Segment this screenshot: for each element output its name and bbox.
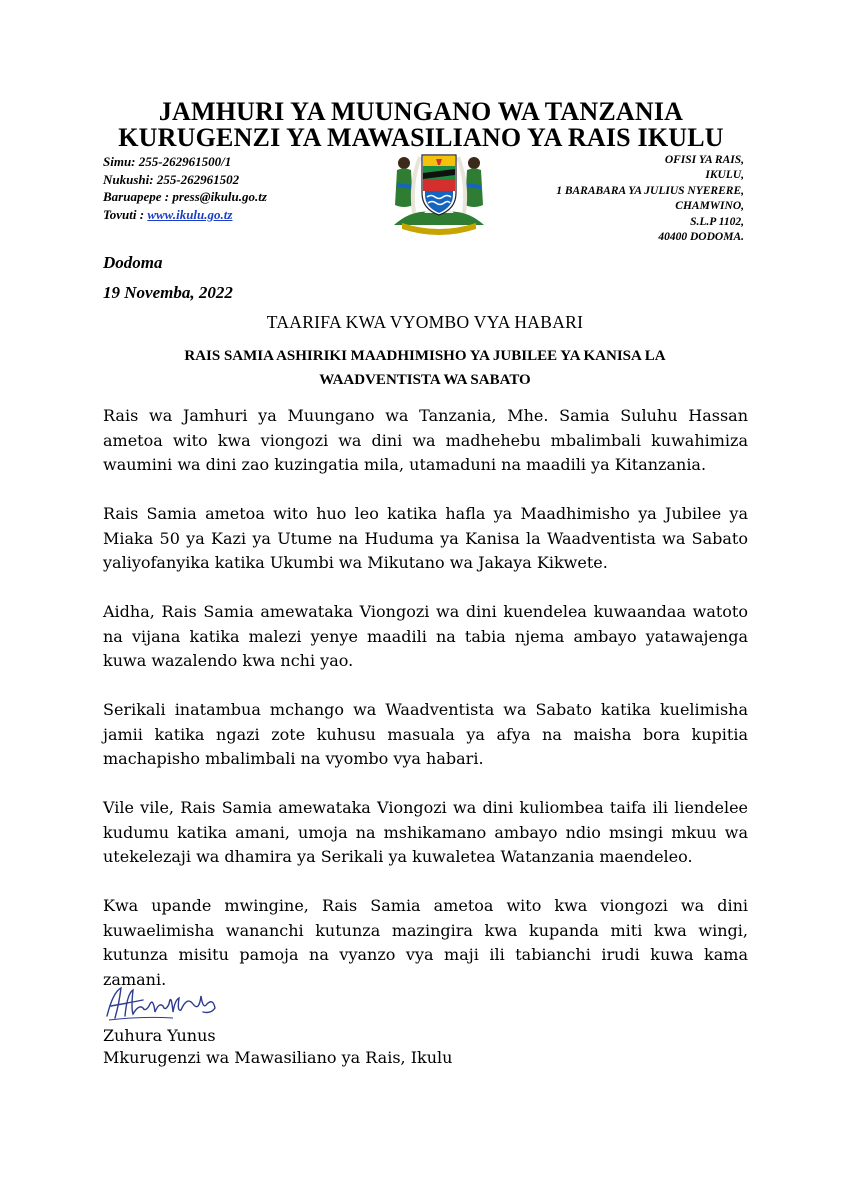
contact-block xyxy=(103,153,267,223)
address-block xyxy=(556,153,744,245)
address-line: CHAMWINO, xyxy=(675,200,744,213)
contact-email: Baruapepe : press@ikulu.go.tz xyxy=(103,189,267,204)
body-paragraph: Rais Samia ametoa wito huo leo katika hafla ya Maadhimisho ya Jubilee ya Miaka 50 ya Kazi ya Utume na Huduma ya Kanisa la Waadventista wa Sabato yaliyofanyika katika Ukumbi wa Mikutano wa Jakaya Kikwete. xyxy=(103,504,748,572)
address-line: S.L.P 1102, xyxy=(690,215,744,228)
contact-phone: Simu: 255-262961500/1 xyxy=(103,154,232,169)
handwritten-signature-icon xyxy=(103,982,223,1024)
signatory-title: Mkurugenzi wa Mawasiliano ya Rais, Ikulu xyxy=(103,1048,453,1067)
body-paragraph: Vile vile, Rais Samia amewataka Viongozi wa dini kuliombea taifa ili liendelee kudumu katika amani, umoja na mshikamano ambayo ndio msingi mkuu wa utekelezaji wa dhamira ya Serikali ya kuwaletea Watanzania maendeleo. xyxy=(103,798,748,866)
address-line: OFISI YA RAIS, xyxy=(664,154,744,166)
press-release-body xyxy=(103,404,748,1017)
contact-website-label: Tovuti : xyxy=(103,206,148,222)
address-line: 1 BARABARA YA JULIUS NYERERE, xyxy=(556,184,744,197)
address-line: 40400 DODOMA. xyxy=(658,231,744,244)
body-paragraph: Aidha, Rais Samia amewataka Viongozi wa dini kuendelea kuwaandaa watoto na vijana katika malezi yenye maadili na tabia njema ambayo yatawajenga kuwa wazalendo kwa nchi yao. xyxy=(103,602,748,670)
document-title-line2: KURUGENZI YA MAWASILIANO YA RAIS IKULU xyxy=(118,123,724,152)
document-title-line1: JAMHURI YA MUUNGANO WA TANZANIA xyxy=(158,97,684,126)
body-paragraph: Serikali inatambua mchango wa Waadventista wa Sabato katika kuelimisha jamii katika ngazi zote kuhusu masuala ya afya na maisha bora kupitia machapisho mbalimbali na vyombo vya habari. xyxy=(103,700,748,768)
address-line: IKULU, xyxy=(705,169,744,182)
website-link[interactable]: www.ikulu.go.tz xyxy=(147,206,233,222)
coat-of-arms-icon xyxy=(384,143,494,235)
contact-website-row xyxy=(103,206,267,224)
signatory-name: Zuhura Yunus xyxy=(103,1026,216,1045)
contact-fax: Nukushi: 255-262961502 xyxy=(103,171,240,187)
date: 19 Novemba, 2022 xyxy=(103,283,233,302)
body-paragraph: Kwa upande mwingine, Rais Samia ametoa wito kwa viongozi wa dini kuwaelimisha wananchi kutunza mazingira kwa kupanda miti kwa wingi, kutunza misitu pamoja na vyanzo vya maji ili tabianchi irudi kuwa kama zamani. xyxy=(103,896,748,989)
signatory-block xyxy=(103,1025,452,1069)
press-release-heading: TAARIFA KWA VYOMBO VYA HABARI xyxy=(266,312,584,332)
location: Dodoma xyxy=(103,253,163,272)
body-paragraph: Rais wa Jamhuri ya Muungano wa Tanzania, Mhe. Samia Suluhu Hassan ametoa wito kwa viongozi wa dini wa madhehebu mbalimbali kuwahimiza waumini wa dini zao kuzingatia mila, utamaduni na maadili ya Kitanzania. xyxy=(103,406,748,474)
press-release-subheading: RAIS SAMIA ASHIRIKI MAADHIMISHO YA JUBILEE YA KANISA LA WAADVENTISTA WA SABATO xyxy=(184,348,666,388)
